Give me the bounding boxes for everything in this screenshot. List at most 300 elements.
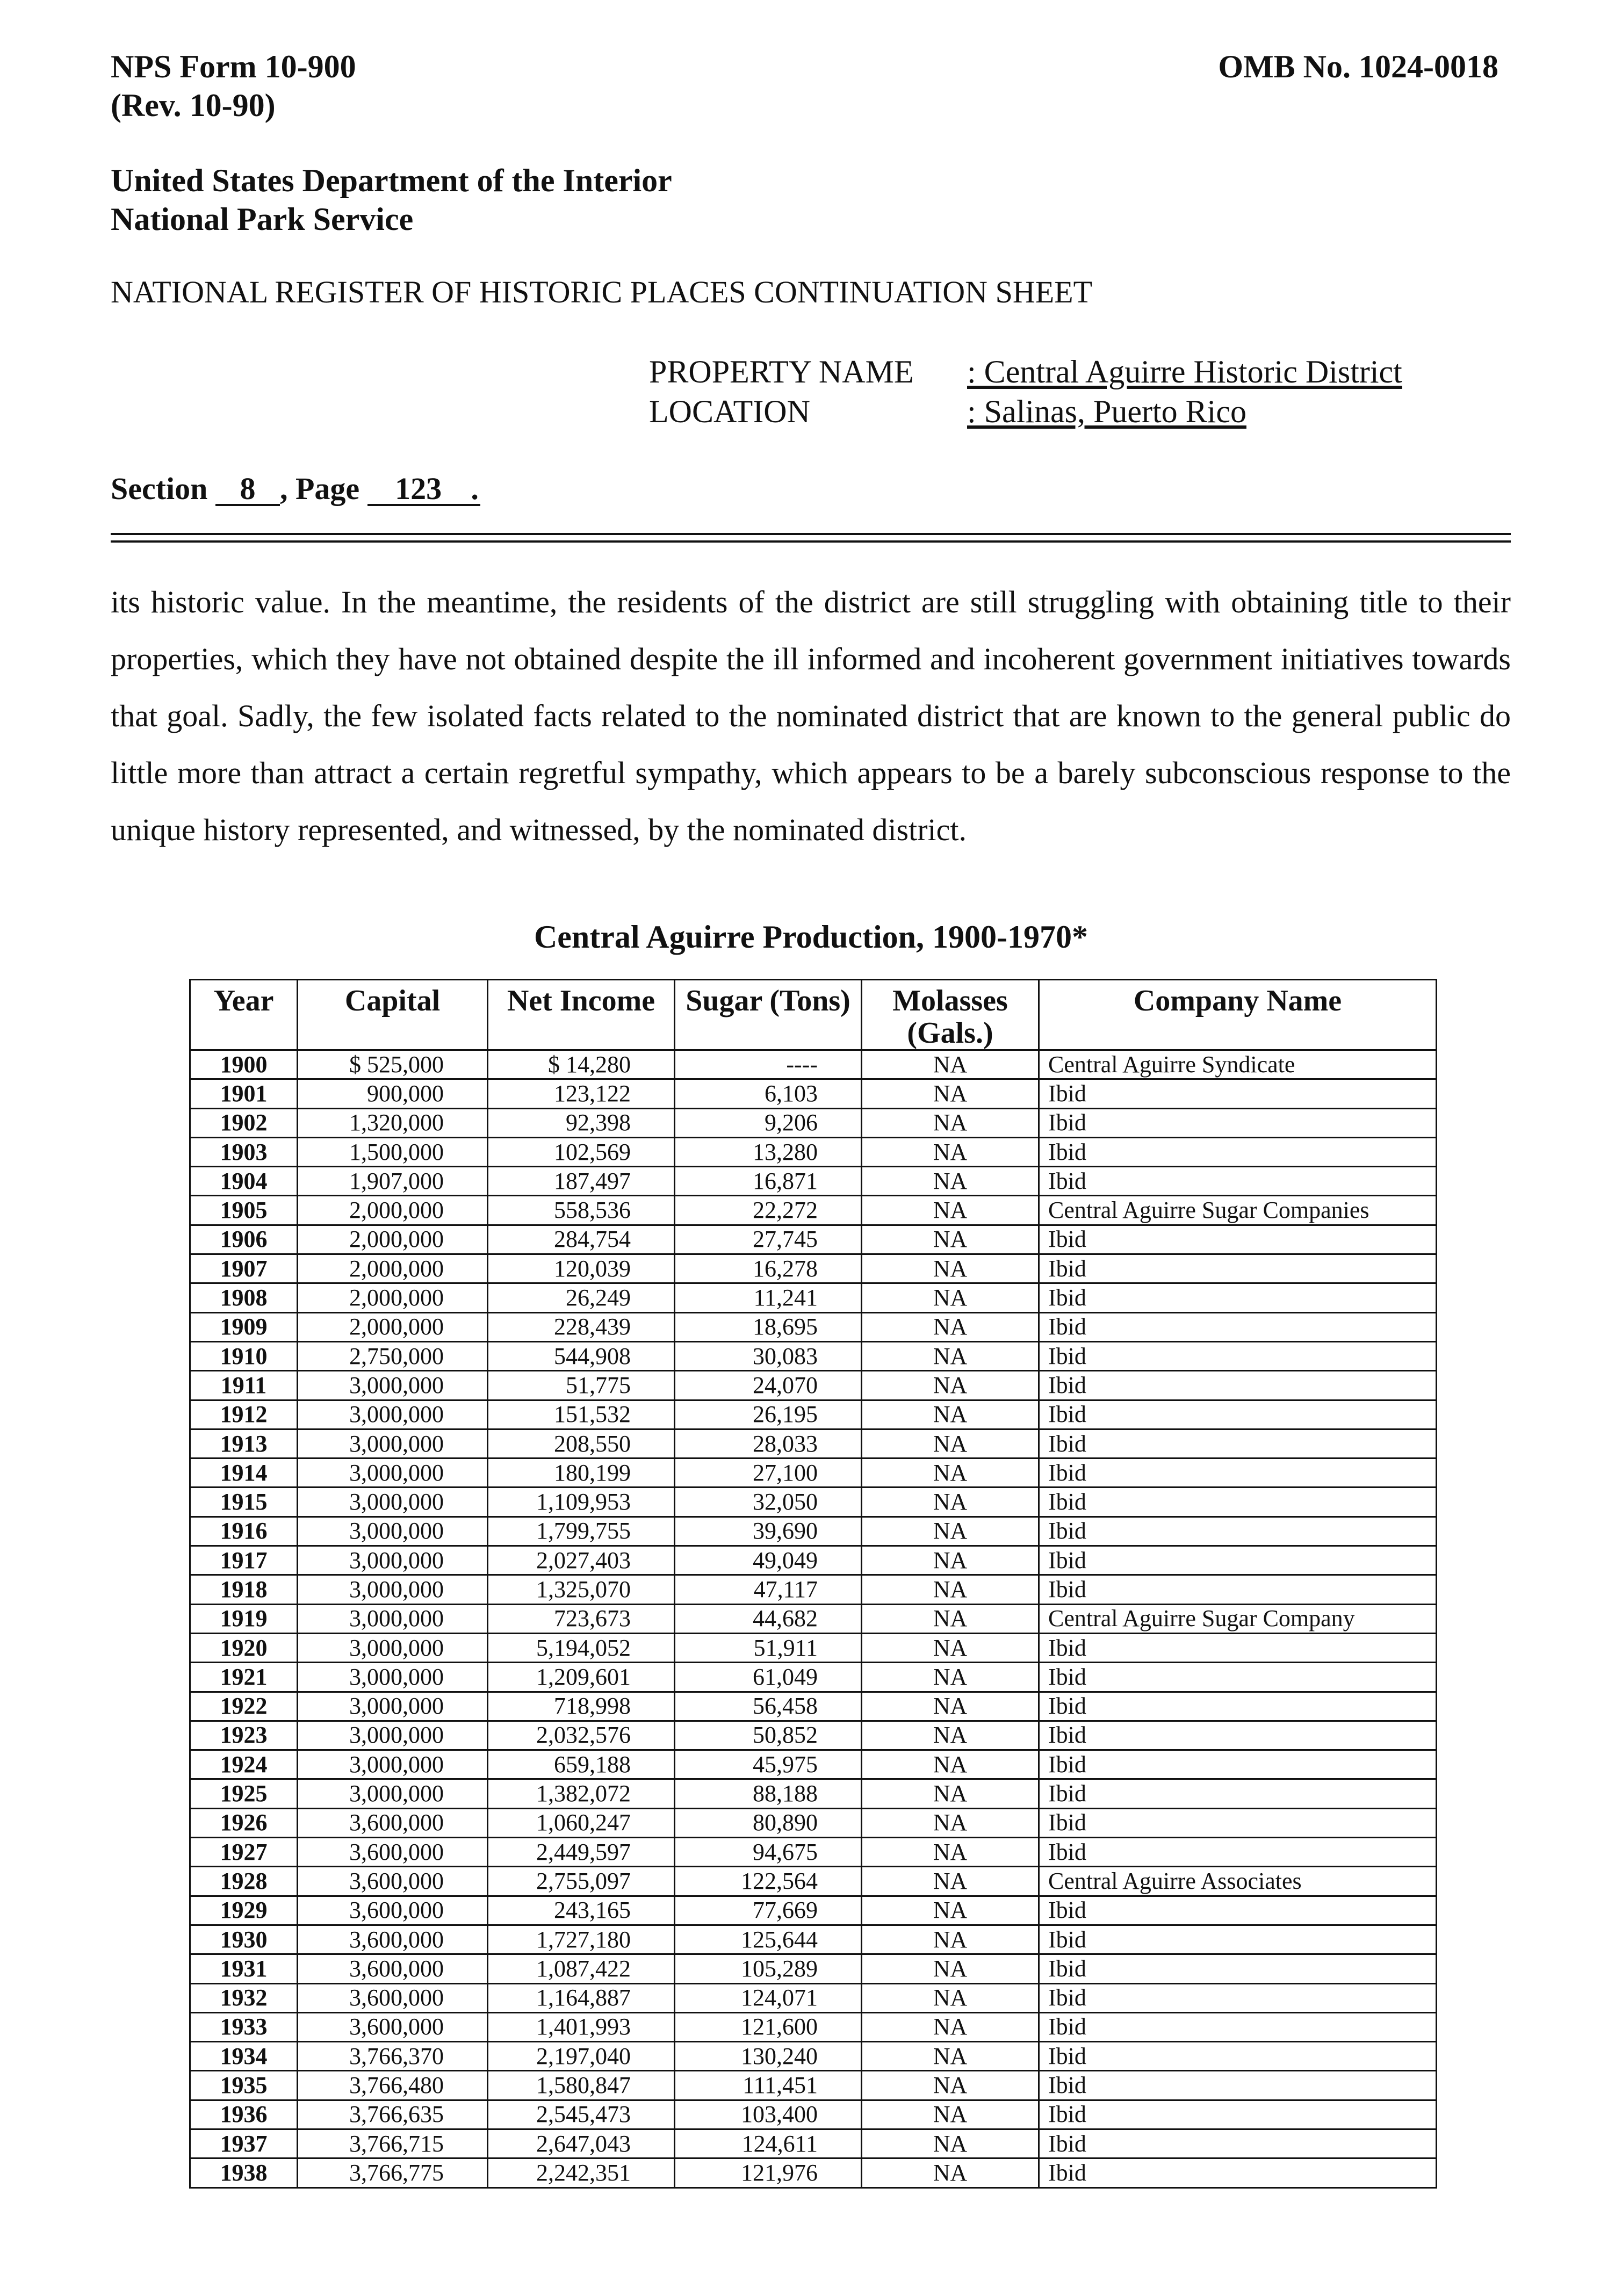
cell-company: Ibid: [1039, 1400, 1437, 1429]
cell-net-income: 1,580,847: [488, 2071, 675, 2100]
cell-net-income: 51,775: [488, 1371, 675, 1400]
table-row: [190, 1867, 1437, 1896]
cell-net-income: 718,998: [488, 1692, 675, 1721]
table-row: [190, 1108, 1437, 1137]
cell-sugar: 77,669: [675, 1896, 862, 1925]
table-row: [190, 1604, 1437, 1633]
cell-capital: 3,766,775: [298, 2158, 488, 2187]
cell-sugar: 32,050: [675, 1488, 862, 1517]
table-row: [190, 1954, 1437, 1983]
cell-molasses: NA: [862, 1341, 1039, 1370]
table-row: [190, 1983, 1437, 2012]
cell-net-income: 5,194,052: [488, 1633, 675, 1662]
table-header-row: [190, 980, 1437, 1050]
cell-molasses: NA: [862, 2129, 1039, 2158]
cell-sugar: 30,083: [675, 1341, 862, 1370]
table-row: [190, 1663, 1437, 1692]
cell-net-income: 558,536: [488, 1196, 675, 1225]
table-row: [190, 1546, 1437, 1575]
cell-net-income: 1,109,953: [488, 1488, 675, 1517]
cell-company: Ibid: [1039, 1283, 1437, 1312]
cell-molasses: NA: [862, 1808, 1039, 1837]
cell-net-income: 1,060,247: [488, 1808, 675, 1837]
cell-net-income: 544,908: [488, 1341, 675, 1370]
cell-year: 1925: [190, 1779, 298, 1808]
cell-molasses: NA: [862, 1867, 1039, 1896]
cell-company: Ibid: [1039, 1371, 1437, 1400]
cell-net-income: 243,165: [488, 1896, 675, 1925]
cell-sugar: 44,682: [675, 1604, 862, 1633]
cell-company: Ibid: [1039, 1808, 1437, 1837]
cell-molasses: NA: [862, 1633, 1039, 1662]
table-row: [190, 2100, 1437, 2129]
column-header-net-income: Net Income: [488, 980, 675, 1050]
cell-capital: 2,000,000: [298, 1283, 488, 1312]
cell-net-income: 2,545,473: [488, 2100, 675, 2129]
cell-capital: 3,000,000: [298, 1604, 488, 1633]
table-row: [190, 2129, 1437, 2158]
cell-molasses: NA: [862, 1983, 1039, 2012]
cell-sugar: 26,195: [675, 1400, 862, 1429]
cell-sugar: 56,458: [675, 1692, 862, 1721]
cell-sugar: 18,695: [675, 1312, 862, 1341]
cell-net-income: 1,382,072: [488, 1779, 675, 1808]
cell-company: Ibid: [1039, 1108, 1437, 1137]
section-number: 8: [215, 474, 280, 506]
cell-molasses: NA: [862, 1254, 1039, 1283]
cell-year: 1905: [190, 1196, 298, 1225]
cell-year: 1901: [190, 1079, 298, 1108]
cell-capital: 1,907,000: [298, 1167, 488, 1196]
cell-molasses: NA: [862, 1517, 1039, 1546]
cell-year: 1938: [190, 2158, 298, 2187]
cell-molasses: NA: [862, 1779, 1039, 1808]
cell-company: Ibid: [1039, 1925, 1437, 1954]
cell-capital: 1,320,000: [298, 1108, 488, 1137]
cell-capital: 3,000,000: [298, 1429, 488, 1458]
cell-molasses: NA: [862, 1400, 1039, 1429]
cell-sugar: 111,451: [675, 2071, 862, 2100]
table-row: [190, 1196, 1437, 1225]
cell-net-income: 1,209,601: [488, 1663, 675, 1692]
table-row: [190, 1925, 1437, 1954]
cell-year: 1918: [190, 1575, 298, 1604]
table-row: [190, 1779, 1437, 1808]
cell-capital: 3,000,000: [298, 1546, 488, 1575]
cell-net-income: 1,087,422: [488, 1954, 675, 1983]
cell-capital: 3,000,000: [298, 1721, 488, 1750]
cell-year: 1932: [190, 1983, 298, 2012]
cell-company: Ibid: [1039, 1838, 1437, 1867]
cell-year: 1936: [190, 2100, 298, 2129]
cell-company: Ibid: [1039, 1721, 1437, 1750]
cell-company: Ibid: [1039, 2100, 1437, 2129]
cell-company: Ibid: [1039, 1896, 1437, 1925]
cell-sugar: 39,690: [675, 1517, 862, 1546]
cell-net-income: 1,727,180: [488, 1925, 675, 1954]
cell-capital: 2,000,000: [298, 1225, 488, 1254]
cell-year: 1916: [190, 1517, 298, 1546]
cell-year: 1920: [190, 1633, 298, 1662]
cell-company: Central Aguirre Associates: [1039, 1867, 1437, 1896]
table-row: [190, 1750, 1437, 1779]
cell-company: Ibid: [1039, 1779, 1437, 1808]
property-name-label: PROPERTY NAME: [649, 354, 914, 389]
cell-capital: 3,000,000: [298, 1663, 488, 1692]
location-label: LOCATION: [649, 394, 810, 429]
table-row: [190, 1079, 1437, 1108]
cell-sugar: 6,103: [675, 1079, 862, 1108]
cell-year: 1907: [190, 1254, 298, 1283]
cell-year: 1903: [190, 1137, 298, 1166]
cell-molasses: NA: [862, 1663, 1039, 1692]
table-row: [190, 2042, 1437, 2071]
table-row: [190, 1692, 1437, 1721]
location-value: : Salinas, Puerto Rico: [967, 394, 1246, 429]
cell-year: 1931: [190, 1954, 298, 1983]
table-row: [190, 1050, 1437, 1079]
cell-company: Ibid: [1039, 1692, 1437, 1721]
cell-capital: 3,600,000: [298, 1983, 488, 2012]
cell-company: Ibid: [1039, 1983, 1437, 2012]
cell-sugar: 13,280: [675, 1137, 862, 1166]
sheet-title: NATIONAL REGISTER OF HISTORIC PLACES CONTINUATION SHEET: [111, 275, 1092, 309]
cell-molasses: NA: [862, 1925, 1039, 1954]
cell-capital: 2,000,000: [298, 1254, 488, 1283]
table-row: [190, 1254, 1437, 1283]
cell-sugar: 22,272: [675, 1196, 862, 1225]
cell-year: 1924: [190, 1750, 298, 1779]
cell-capital: 3,000,000: [298, 1371, 488, 1400]
table-row: [190, 1312, 1437, 1341]
cell-year: 1927: [190, 1838, 298, 1867]
cell-net-income: 180,199: [488, 1459, 675, 1488]
cell-sugar: ----: [675, 1050, 862, 1079]
cell-year: 1910: [190, 1341, 298, 1370]
cell-net-income: 2,032,576: [488, 1721, 675, 1750]
cell-molasses: NA: [862, 1750, 1039, 1779]
cell-capital: 3,600,000: [298, 1867, 488, 1896]
table-row: [190, 2071, 1437, 2100]
cell-capital: 3,600,000: [298, 1896, 488, 1925]
cell-capital: 3,766,480: [298, 2071, 488, 2100]
cell-year: 1902: [190, 1108, 298, 1137]
table-row: [190, 1137, 1437, 1166]
table-row: [190, 1575, 1437, 1604]
cell-capital: 3,000,000: [298, 1692, 488, 1721]
cell-net-income: 151,532: [488, 1400, 675, 1429]
cell-molasses: NA: [862, 1575, 1039, 1604]
cell-capital: 3,600,000: [298, 1925, 488, 1954]
table-row: [190, 1838, 1437, 1867]
cell-net-income: $ 14,280: [488, 1050, 675, 1079]
cell-year: 1926: [190, 1808, 298, 1837]
cell-molasses: NA: [862, 1488, 1039, 1517]
cell-capital: 3,766,635: [298, 2100, 488, 2129]
column-header-sugar: Sugar (Tons): [675, 980, 862, 1050]
cell-year: 1937: [190, 2129, 298, 2158]
cell-capital: 2,000,000: [298, 1196, 488, 1225]
cell-company: Ibid: [1039, 2158, 1437, 2187]
cell-company: Ibid: [1039, 1546, 1437, 1575]
cell-capital: $ 525,000: [298, 1050, 488, 1079]
cell-capital: 3,000,000: [298, 1517, 488, 1546]
cell-capital: 3,000,000: [298, 1459, 488, 1488]
cell-molasses: NA: [862, 1604, 1039, 1633]
cell-sugar: 11,241: [675, 1283, 862, 1312]
cell-capital: 3,000,000: [298, 1779, 488, 1808]
cell-capital: 3,600,000: [298, 2012, 488, 2041]
cell-year: 1906: [190, 1225, 298, 1254]
cell-year: 1915: [190, 1488, 298, 1517]
cell-sugar: 124,071: [675, 1983, 862, 2012]
cell-sugar: 61,049: [675, 1663, 862, 1692]
cell-sugar: 28,033: [675, 1429, 862, 1458]
cell-net-income: 659,188: [488, 1750, 675, 1779]
cell-sugar: 121,600: [675, 2012, 862, 2041]
cell-year: 1900: [190, 1050, 298, 1079]
cell-molasses: NA: [862, 1283, 1039, 1312]
cell-net-income: 1,325,070: [488, 1575, 675, 1604]
cell-net-income: 284,754: [488, 1225, 675, 1254]
cell-company: Ibid: [1039, 2129, 1437, 2158]
column-header-year: Year: [190, 980, 298, 1050]
cell-company: Ibid: [1039, 1517, 1437, 1546]
cell-net-income: 2,755,097: [488, 1867, 675, 1896]
cell-company: Central Aguirre Sugar Company: [1039, 1604, 1437, 1633]
cell-net-income: 2,242,351: [488, 2158, 675, 2187]
cell-company: Ibid: [1039, 1341, 1437, 1370]
cell-sugar: 88,188: [675, 1779, 862, 1808]
cell-net-income: 120,039: [488, 1254, 675, 1283]
column-header-molasses: Molasses (Gals.): [862, 980, 1039, 1050]
cell-sugar: 16,278: [675, 1254, 862, 1283]
form-revision: (Rev. 10-90): [111, 88, 276, 123]
property-name-value: : Central Aguirre Historic District: [967, 354, 1402, 389]
service-name: National Park Service: [111, 201, 414, 237]
cell-year: 1909: [190, 1312, 298, 1341]
cell-capital: 3,766,370: [298, 2042, 488, 2071]
cell-year: 1922: [190, 1692, 298, 1721]
cell-year: 1913: [190, 1429, 298, 1458]
cell-capital: 3,000,000: [298, 1488, 488, 1517]
cell-year: 1912: [190, 1400, 298, 1429]
cell-molasses: NA: [862, 1225, 1039, 1254]
cell-year: 1929: [190, 1896, 298, 1925]
cell-company: Ibid: [1039, 2042, 1437, 2071]
cell-sugar: 27,745: [675, 1225, 862, 1254]
page-label: , Page: [279, 471, 360, 506]
cell-sugar: 94,675: [675, 1838, 862, 1867]
table-row: [190, 1167, 1437, 1196]
cell-sugar: 16,871: [675, 1167, 862, 1196]
table-row: [190, 1517, 1437, 1546]
cell-year: 1904: [190, 1167, 298, 1196]
cell-year: 1911: [190, 1371, 298, 1400]
cell-company: Ibid: [1039, 1312, 1437, 1341]
cell-net-income: 2,449,597: [488, 1838, 675, 1867]
section-label: Section: [111, 471, 208, 506]
cell-net-income: 187,497: [488, 1167, 675, 1196]
cell-net-income: 1,799,755: [488, 1517, 675, 1546]
cell-molasses: NA: [862, 1196, 1039, 1225]
table-row: [190, 1225, 1437, 1254]
cell-company: Ibid: [1039, 1750, 1437, 1779]
cell-molasses: NA: [862, 1312, 1039, 1341]
omb-number: OMB No. 1024-0018: [1218, 49, 1498, 84]
cell-sugar: 103,400: [675, 2100, 862, 2129]
cell-capital: 3,600,000: [298, 1838, 488, 1867]
table-row: [190, 1808, 1437, 1837]
table-row: [190, 1896, 1437, 1925]
cell-company: Ibid: [1039, 1137, 1437, 1166]
cell-company: Ibid: [1039, 1633, 1437, 1662]
cell-capital: 2,750,000: [298, 1341, 488, 1370]
cell-molasses: NA: [862, 1079, 1039, 1108]
cell-sugar: 49,049: [675, 1546, 862, 1575]
cell-sugar: 125,644: [675, 1925, 862, 1954]
cell-molasses: NA: [862, 1546, 1039, 1575]
cell-molasses: NA: [862, 1429, 1039, 1458]
table-body: [190, 1050, 1437, 2188]
cell-molasses: NA: [862, 2012, 1039, 2041]
table-row: [190, 1400, 1437, 1429]
cell-year: 1914: [190, 1459, 298, 1488]
cell-molasses: NA: [862, 2158, 1039, 2187]
cell-net-income: 26,249: [488, 1283, 675, 1312]
cell-capital: 3,000,000: [298, 1750, 488, 1779]
cell-sugar: 47,117: [675, 1575, 862, 1604]
cell-company: Ibid: [1039, 2012, 1437, 2041]
cell-capital: 3,000,000: [298, 1633, 488, 1662]
page-number: 123: [367, 474, 470, 506]
cell-capital: 3,766,715: [298, 2129, 488, 2158]
cell-net-income: 208,550: [488, 1429, 675, 1458]
cell-sugar: 50,852: [675, 1721, 862, 1750]
table-row: [190, 2158, 1437, 2187]
cell-molasses: NA: [862, 1167, 1039, 1196]
cell-year: 1908: [190, 1283, 298, 1312]
cell-capital: 3,600,000: [298, 1954, 488, 1983]
form-number: NPS Form 10-900: [111, 49, 356, 84]
cell-sugar: 130,240: [675, 2042, 862, 2071]
cell-sugar: 9,206: [675, 1108, 862, 1137]
cell-company: Ibid: [1039, 1079, 1437, 1108]
table-row: [190, 1633, 1437, 1662]
body-paragraph: its historic value. In the meantime, the residents of the district are still struggling with obtaining title to their properties, which they have not obtained despite the ill informed and incoherent government initiatives towards that goal. Sadly, the few isolated facts related to the nominated district that are known to the general public do little more than attract a certain regretful sympathy, which appears to be a barely subconscious response to the unique history represented, and witnessed, by the nominated district.: [111, 584, 1511, 847]
cell-company: Ibid: [1039, 2071, 1437, 2100]
cell-net-income: 2,197,040: [488, 2042, 675, 2071]
column-header-company: Company Name: [1039, 980, 1437, 1050]
divider-rule-top: [111, 533, 1511, 535]
cell-capital: 2,000,000: [298, 1312, 488, 1341]
cell-molasses: NA: [862, 1050, 1039, 1079]
cell-company: Ibid: [1039, 1575, 1437, 1604]
cell-company: Central Aguirre Syndicate: [1039, 1050, 1437, 1079]
cell-net-income: 723,673: [488, 1604, 675, 1633]
cell-sugar: 45,975: [675, 1750, 862, 1779]
cell-net-income: 102,569: [488, 1137, 675, 1166]
table-row: [190, 1371, 1437, 1400]
table-row: [190, 1341, 1437, 1370]
department-name: United States Department of the Interior: [111, 163, 672, 198]
cell-net-income: 1,164,887: [488, 1983, 675, 2012]
cell-net-income: 2,647,043: [488, 2129, 675, 2158]
cell-company: Ibid: [1039, 1488, 1437, 1517]
cell-capital: 1,500,000: [298, 1137, 488, 1166]
table-row: [190, 1488, 1437, 1517]
table-row: [190, 1283, 1437, 1312]
cell-company: Ibid: [1039, 1429, 1437, 1458]
cell-sugar: 105,289: [675, 1954, 862, 1983]
cell-molasses: NA: [862, 2042, 1039, 2071]
cell-sugar: 27,100: [675, 1459, 862, 1488]
cell-sugar: 122,564: [675, 1867, 862, 1896]
cell-net-income: 123,122: [488, 1079, 675, 1108]
cell-company: Ibid: [1039, 1225, 1437, 1254]
cell-net-income: 1,401,993: [488, 2012, 675, 2041]
cell-molasses: NA: [862, 1371, 1039, 1400]
cell-molasses: NA: [862, 1459, 1039, 1488]
cell-year: 1917: [190, 1546, 298, 1575]
cell-year: 1934: [190, 2042, 298, 2071]
page-number-period: .: [470, 474, 480, 506]
cell-molasses: NA: [862, 1838, 1039, 1867]
cell-molasses: NA: [862, 1896, 1039, 1925]
cell-molasses: NA: [862, 1721, 1039, 1750]
cell-year: 1928: [190, 1867, 298, 1896]
cell-molasses: NA: [862, 2071, 1039, 2100]
cell-year: 1921: [190, 1663, 298, 1692]
cell-company: Ibid: [1039, 1254, 1437, 1283]
cell-company: Ibid: [1039, 1954, 1437, 1983]
cell-year: 1930: [190, 1925, 298, 1954]
table-row: [190, 1459, 1437, 1488]
table-row: [190, 2012, 1437, 2041]
section-page-line: [111, 471, 480, 507]
cell-capital: 3,000,000: [298, 1400, 488, 1429]
cell-net-income: 228,439: [488, 1312, 675, 1341]
cell-molasses: NA: [862, 1108, 1039, 1137]
cell-company: Ibid: [1039, 1663, 1437, 1692]
cell-molasses: NA: [862, 2100, 1039, 2129]
cell-year: 1919: [190, 1604, 298, 1633]
cell-company: Central Aguirre Sugar Companies: [1039, 1196, 1437, 1225]
cell-year: 1933: [190, 2012, 298, 2041]
cell-sugar: 124,611: [675, 2129, 862, 2158]
table-row: [190, 1429, 1437, 1458]
cell-net-income: 2,027,403: [488, 1546, 675, 1575]
cell-capital: 3,600,000: [298, 1808, 488, 1837]
cell-sugar: 24,070: [675, 1371, 862, 1400]
production-table: [189, 979, 1437, 2189]
table-title: Central Aguirre Production, 1900-1970*: [534, 919, 1088, 955]
table-row: [190, 1721, 1437, 1750]
cell-sugar: 80,890: [675, 1808, 862, 1837]
cell-net-income: 92,398: [488, 1108, 675, 1137]
cell-year: 1923: [190, 1721, 298, 1750]
cell-year: 1935: [190, 2071, 298, 2100]
cell-company: Ibid: [1039, 1167, 1437, 1196]
cell-molasses: NA: [862, 1954, 1039, 1983]
column-header-capital: Capital: [298, 980, 488, 1050]
cell-company: Ibid: [1039, 1459, 1437, 1488]
cell-sugar: 51,911: [675, 1633, 862, 1662]
cell-capital: 900,000: [298, 1079, 488, 1108]
cell-molasses: NA: [862, 1692, 1039, 1721]
cell-sugar: 121,976: [675, 2158, 862, 2187]
cell-molasses: NA: [862, 1137, 1039, 1166]
